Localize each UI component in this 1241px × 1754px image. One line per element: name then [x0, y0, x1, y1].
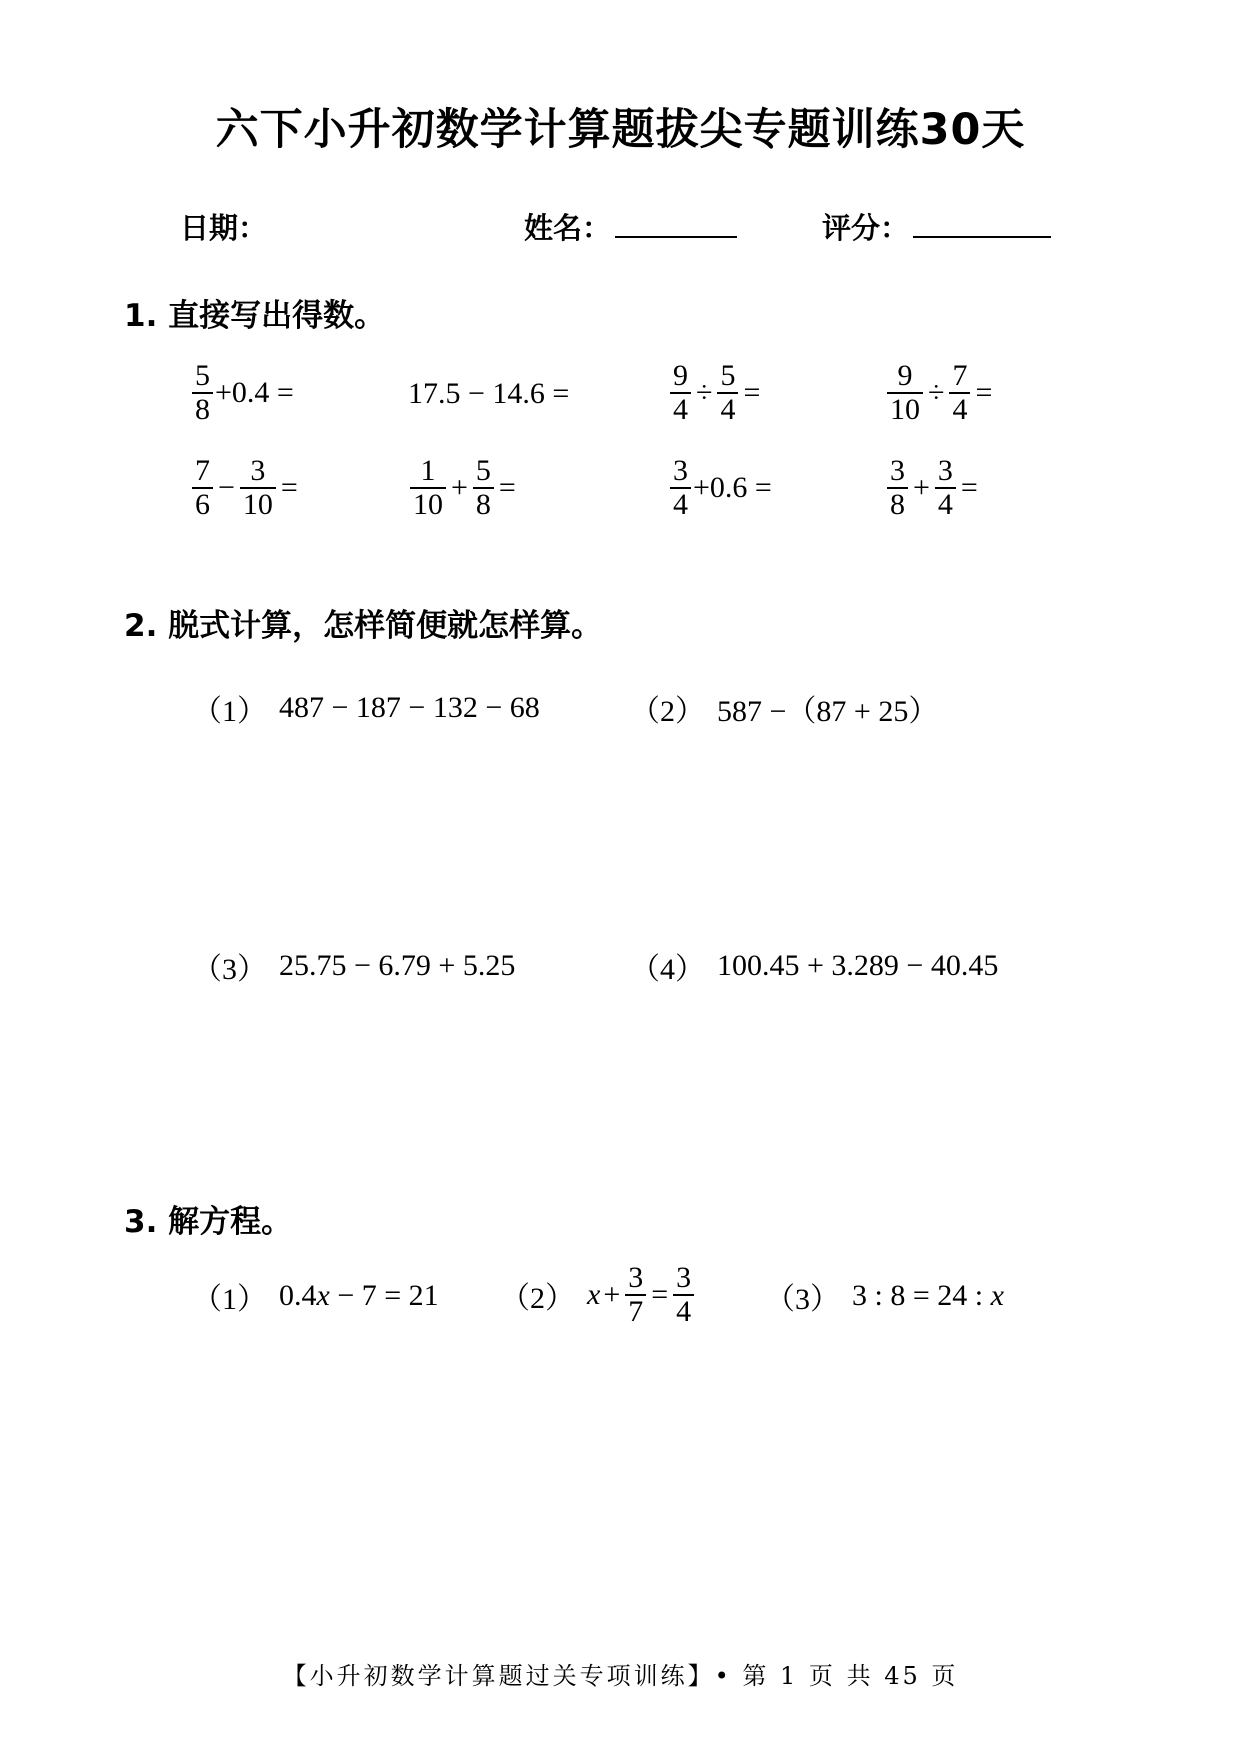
fraction: $\frac{7}{4}$ — [949, 360, 970, 426]
fraction: $\frac{3}{10}$ — [240, 455, 276, 521]
expr-text: 25.75 − 6.79 + 5.25 — [279, 949, 516, 982]
equals: = — [743, 376, 761, 409]
fraction: $\frac{3}{4}$ — [935, 455, 956, 521]
s1-item-1 — [190, 360, 294, 426]
name-label: 姓名： — [524, 211, 612, 245]
s1-item-7 — [668, 455, 772, 521]
expr-text: − 7 = 21 — [329, 1279, 439, 1312]
s2-item-4 — [630, 944, 998, 988]
expr-rest: +0.4 = — [215, 376, 294, 409]
operator: ÷ — [696, 376, 713, 409]
operator: + — [913, 471, 930, 504]
variable-x: x — [316, 1279, 330, 1312]
equals: = — [280, 471, 298, 504]
score-blank-line — [913, 210, 1051, 238]
operator: + — [603, 1278, 621, 1311]
name-blank-line — [615, 210, 737, 238]
expr-rest: +0.6 = — [693, 471, 772, 504]
s1-item-4 — [885, 360, 995, 426]
s1-item-8 — [885, 455, 981, 521]
s2-item-2 — [630, 686, 938, 730]
s2-item-3 — [192, 944, 515, 988]
fraction: $\frac{5}{8}$ — [192, 360, 213, 426]
s1-item-6 — [408, 455, 519, 521]
s3-item-2 — [500, 1262, 696, 1328]
item-label: （2） — [500, 1282, 575, 1315]
score-field — [822, 206, 1051, 247]
equals: = — [975, 376, 993, 409]
fraction: $\frac{7}{6}$ — [192, 455, 213, 521]
operator: + — [451, 471, 468, 504]
expr-text: 0.4 — [279, 1279, 317, 1312]
item-label: （3） — [192, 953, 267, 986]
expr-text: 100.45 + 3.289 − 40.45 — [717, 949, 999, 982]
s1-item-5 — [190, 455, 301, 521]
operator: ÷ — [928, 376, 945, 409]
equals: = — [498, 471, 516, 504]
item-label: （2） — [630, 695, 705, 728]
page-title: 六下小升初数学计算题拔尖专题训练30天 — [215, 105, 1026, 155]
fraction: $\frac{5}{4}$ — [717, 360, 738, 426]
expr-text: 487 − 187 − 132 − 68 — [279, 691, 540, 724]
fraction: $\frac{1}{10}$ — [410, 455, 446, 521]
score-label: 评分： — [822, 211, 910, 245]
item-label: （1） — [192, 1283, 267, 1316]
date-label: 日期： — [180, 211, 268, 245]
variable-x: x — [990, 1279, 1004, 1312]
name-field — [524, 206, 737, 247]
variable-x: x — [587, 1278, 601, 1311]
expr-text: 3 : 8 = 24 : — [852, 1279, 991, 1312]
item-label: （3） — [765, 1283, 840, 1316]
s2-item-1 — [192, 686, 540, 730]
date-field — [180, 206, 267, 247]
fraction: $\frac{3}{7}$ — [625, 1262, 646, 1328]
s1-item-2 — [408, 360, 569, 428]
s3-item-1 — [192, 1262, 439, 1330]
expr-text: 17.5 − 14.6 = — [408, 377, 570, 410]
expr-text: 587 −（87 + 25） — [717, 695, 939, 728]
section2-heading: 2. 脱式计算，怎样简便就怎样算。 — [124, 608, 603, 644]
page-footer: 【小升初数学计算题过关专项训练】• 第 1 页 共 45 页 — [282, 1662, 959, 1690]
operator: − — [218, 471, 235, 504]
fraction: $\frac{5}{8}$ — [473, 455, 494, 521]
fraction: $\frac{3}{4}$ — [673, 1262, 694, 1328]
fraction: $\frac{3}{8}$ — [887, 455, 908, 521]
s1-item-3 — [668, 360, 763, 426]
fraction: $\frac{3}{4}$ — [670, 455, 691, 521]
s3-item-3 — [765, 1262, 1004, 1330]
item-label: （4） — [630, 953, 705, 986]
fraction: $\frac{9}{10}$ — [887, 360, 923, 426]
section1-heading: 1. 直接写出得数。 — [124, 298, 386, 334]
equals: = — [651, 1278, 669, 1311]
fraction: $\frac{9}{4}$ — [670, 360, 691, 426]
item-label: （1） — [192, 695, 267, 728]
equals: = — [960, 471, 978, 504]
section3-heading: 3. 解方程。 — [124, 1204, 293, 1240]
